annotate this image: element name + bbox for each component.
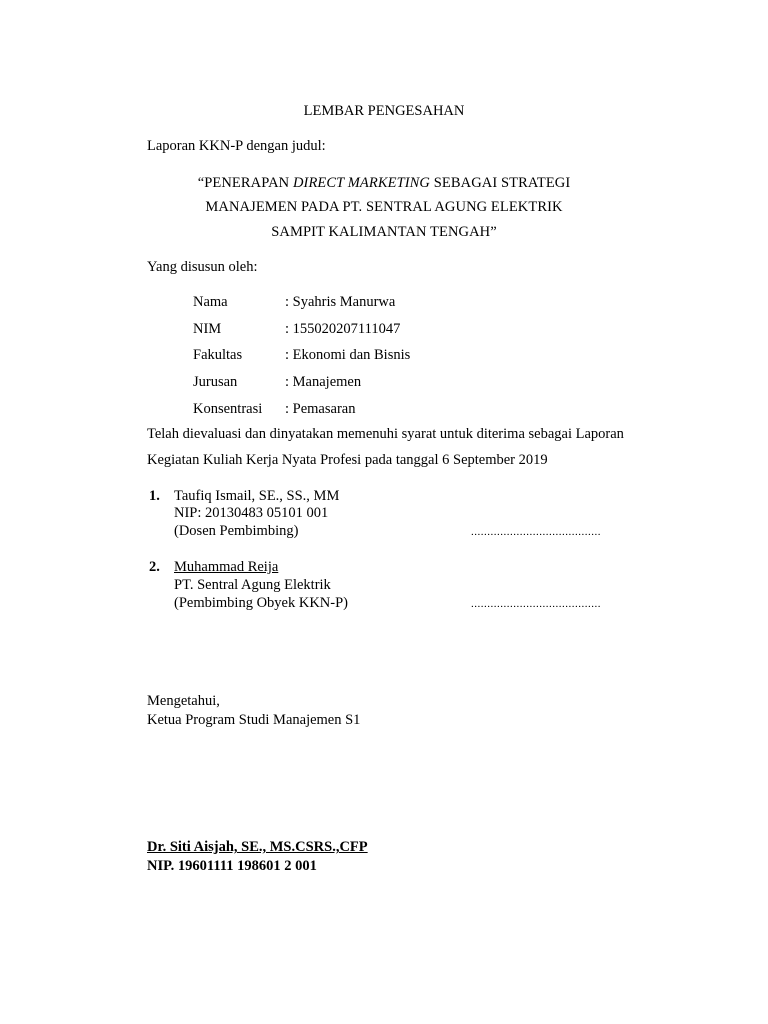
detail-label-jurusan: Jurusan — [193, 374, 238, 390]
evaluation-text-line1: Telah dievaluasi dan dinyatakan memenuhi syarat untuk diterima sebagai Laporan — [147, 426, 624, 442]
evaluation-text-line2: Kegiatan Kuliah Kerja Nyata Profesi pada tanggal 6 September 2019 — [147, 452, 548, 468]
report-title-line3: SAMPIT KALIMANTAN TENGAH” — [271, 224, 497, 240]
report-title-part1: “PENERAPAN — [197, 175, 293, 191]
detail-label-nama: Nama — [193, 294, 228, 310]
signatory-role: (Pembimbing Obyek KKN-P) — [174, 595, 348, 611]
signature-dots: ........................................ — [471, 526, 601, 538]
detail-label-nim: NIM — [193, 321, 222, 337]
signatory-id: NIP: 20130483 05101 001 — [174, 505, 329, 521]
report-title-part2: SEBAGAI STRATEGI — [430, 175, 571, 191]
detail-value-konsentrasi: : Pemasaran — [285, 401, 356, 417]
detail-value-fakultas: : Ekonomi dan Bisnis — [285, 347, 411, 363]
head-nip: NIP. 19601111 198601 2 001 — [147, 858, 317, 874]
signatory-id: PT. Sentral Agung Elektrik — [174, 577, 331, 593]
head-name: Dr. Siti Aisjah, SE., MS.CSRS.,CFP — [147, 839, 368, 855]
detail-value-jurusan: : Manajemen — [285, 374, 362, 390]
signatory-name: Muhammad Reija — [174, 559, 279, 575]
detail-label-konsentrasi: Konsentrasi — [193, 401, 263, 417]
signatory-name: Taufiq Ismail, SE., SS., MM — [174, 488, 340, 504]
acknowledged-label: Mengetahui, — [147, 693, 220, 709]
acknowledged-role: Ketua Program Studi Manajemen S1 — [147, 712, 361, 728]
detail-value-nama: : Syahris Manurwa — [285, 294, 396, 310]
signatory-number: 1. — [149, 488, 160, 504]
signature-dots: ........................................ — [471, 598, 601, 610]
report-title-line2: MANAJEMEN PADA PT. SENTRAL AGUNG ELEKTRIK — [205, 199, 563, 215]
signatory-number: 2. — [149, 559, 160, 575]
report-title-line1 — [0, 175, 768, 192]
page-title: LEMBAR PENGESAHAN — [303, 103, 465, 119]
report-title-italic: DIRECT MARKETING — [292, 175, 431, 191]
signatory-role: (Dosen Pembimbing) — [174, 523, 299, 539]
prepared-by-label: Yang disusun oleh: — [147, 259, 258, 275]
detail-label-fakultas: Fakultas — [193, 347, 243, 363]
intro-text: Laporan KKN-P dengan judul: — [147, 138, 326, 154]
detail-value-nim: : 155020207111047 — [285, 321, 401, 337]
